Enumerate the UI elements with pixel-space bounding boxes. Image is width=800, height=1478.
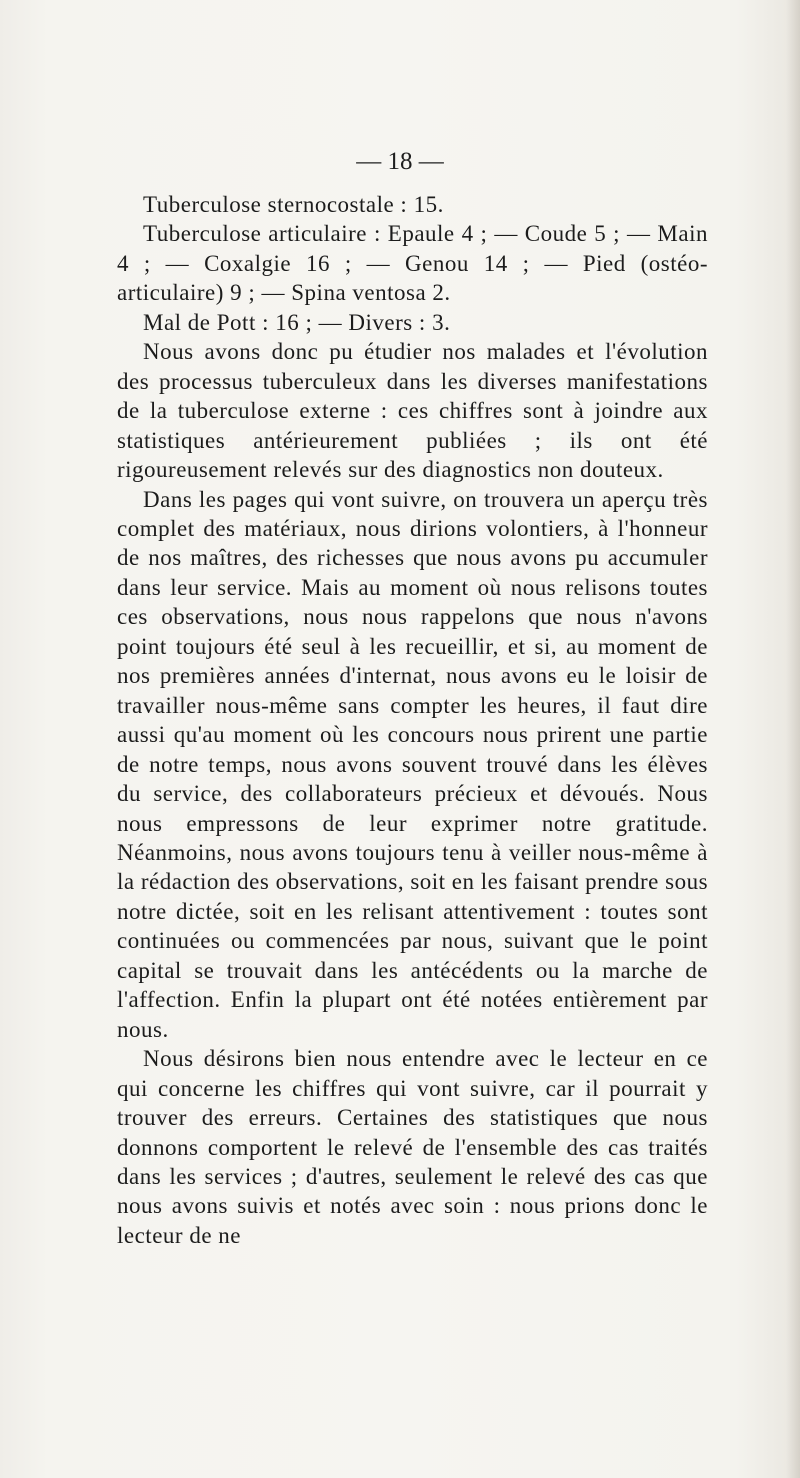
paragraph-sternocostale: Tuberculose sternocostale : 15.	[143, 192, 444, 217]
paragraph-articulaire: Tuberculose articulaire : Epaule 4 ; — Coude 5 ; — Main 4 ; — Coxalgie 16 ; — Genou 14 ; — Pied (ostéo-articulaire) 9 ; — Spina ventosa 2.	[117, 221, 708, 306]
page-number: — 18 —	[356, 148, 444, 175]
paragraph-evolution: Nous avons donc pu étudier nos malades et l'évolution des processus tuberculeux dans les diverses manifestations de la tuberculose externe : ces chiffres sont à joindre aux statistiques antérieurement publiées ; ils ont été rigoureusement relevés sur des diagnostics non douteux.	[117, 339, 708, 483]
page-edge-shadow	[786, 0, 800, 1478]
paragraph-materiaux: Dans les pages qui vont suivre, on trouvera un aperçu très complet des matériaux, nous dirions volontiers, à l'honneur de nos maîtres, des richesses que nous avons pu accumuler dans leur service. Mais au moment où nous relisons toutes ces observations, nous nous rappelons que nous n'avons point toujours été seul à les recueillir, et si, au moment de nos premières années d'internat, nous avons eu le loisir de travailler nous-même sans compter les heures, il faut dire aussi qu'au moment où les concours nous prirent une partie de notre temps, nous avons souvent trouvé dans les élèves du service, des collaborateurs précieux et dévoués. Nous nous empressons de leur exprimer notre gratitude. Néanmoins, nous avons toujours tenu à veiller nous-même à la rédaction des observations, soit en les faisant prendre sous notre dictée, soit en les relisant attentivement : toutes sont continuées ou commencées par nous, suivant que le point capital se trouvait dans les antécédents ou la marche de l'affection. Enfin la plupart ont été notées entièrement par nous.	[117, 486, 709, 1042]
paragraph-mal-de-pott: Mal de Pott : 16 ; — Divers : 3.	[143, 309, 451, 335]
paragraph-lecteur: Nous désirons bien nous entendre avec le lecteur en ce qui concerne les chiffres qui vont suivre, car il pourrait y trouver des erreurs. Certaines des statistiques que nous donnons comportent le relevé de l'ensemble des cas traités dans les services ; d'autres, seulement le relevé des cas que nous avons suivis et notés avec soin : nous prions donc le lecteur de ne	[117, 1046, 708, 1248]
body-text	[117, 190, 708, 1250]
